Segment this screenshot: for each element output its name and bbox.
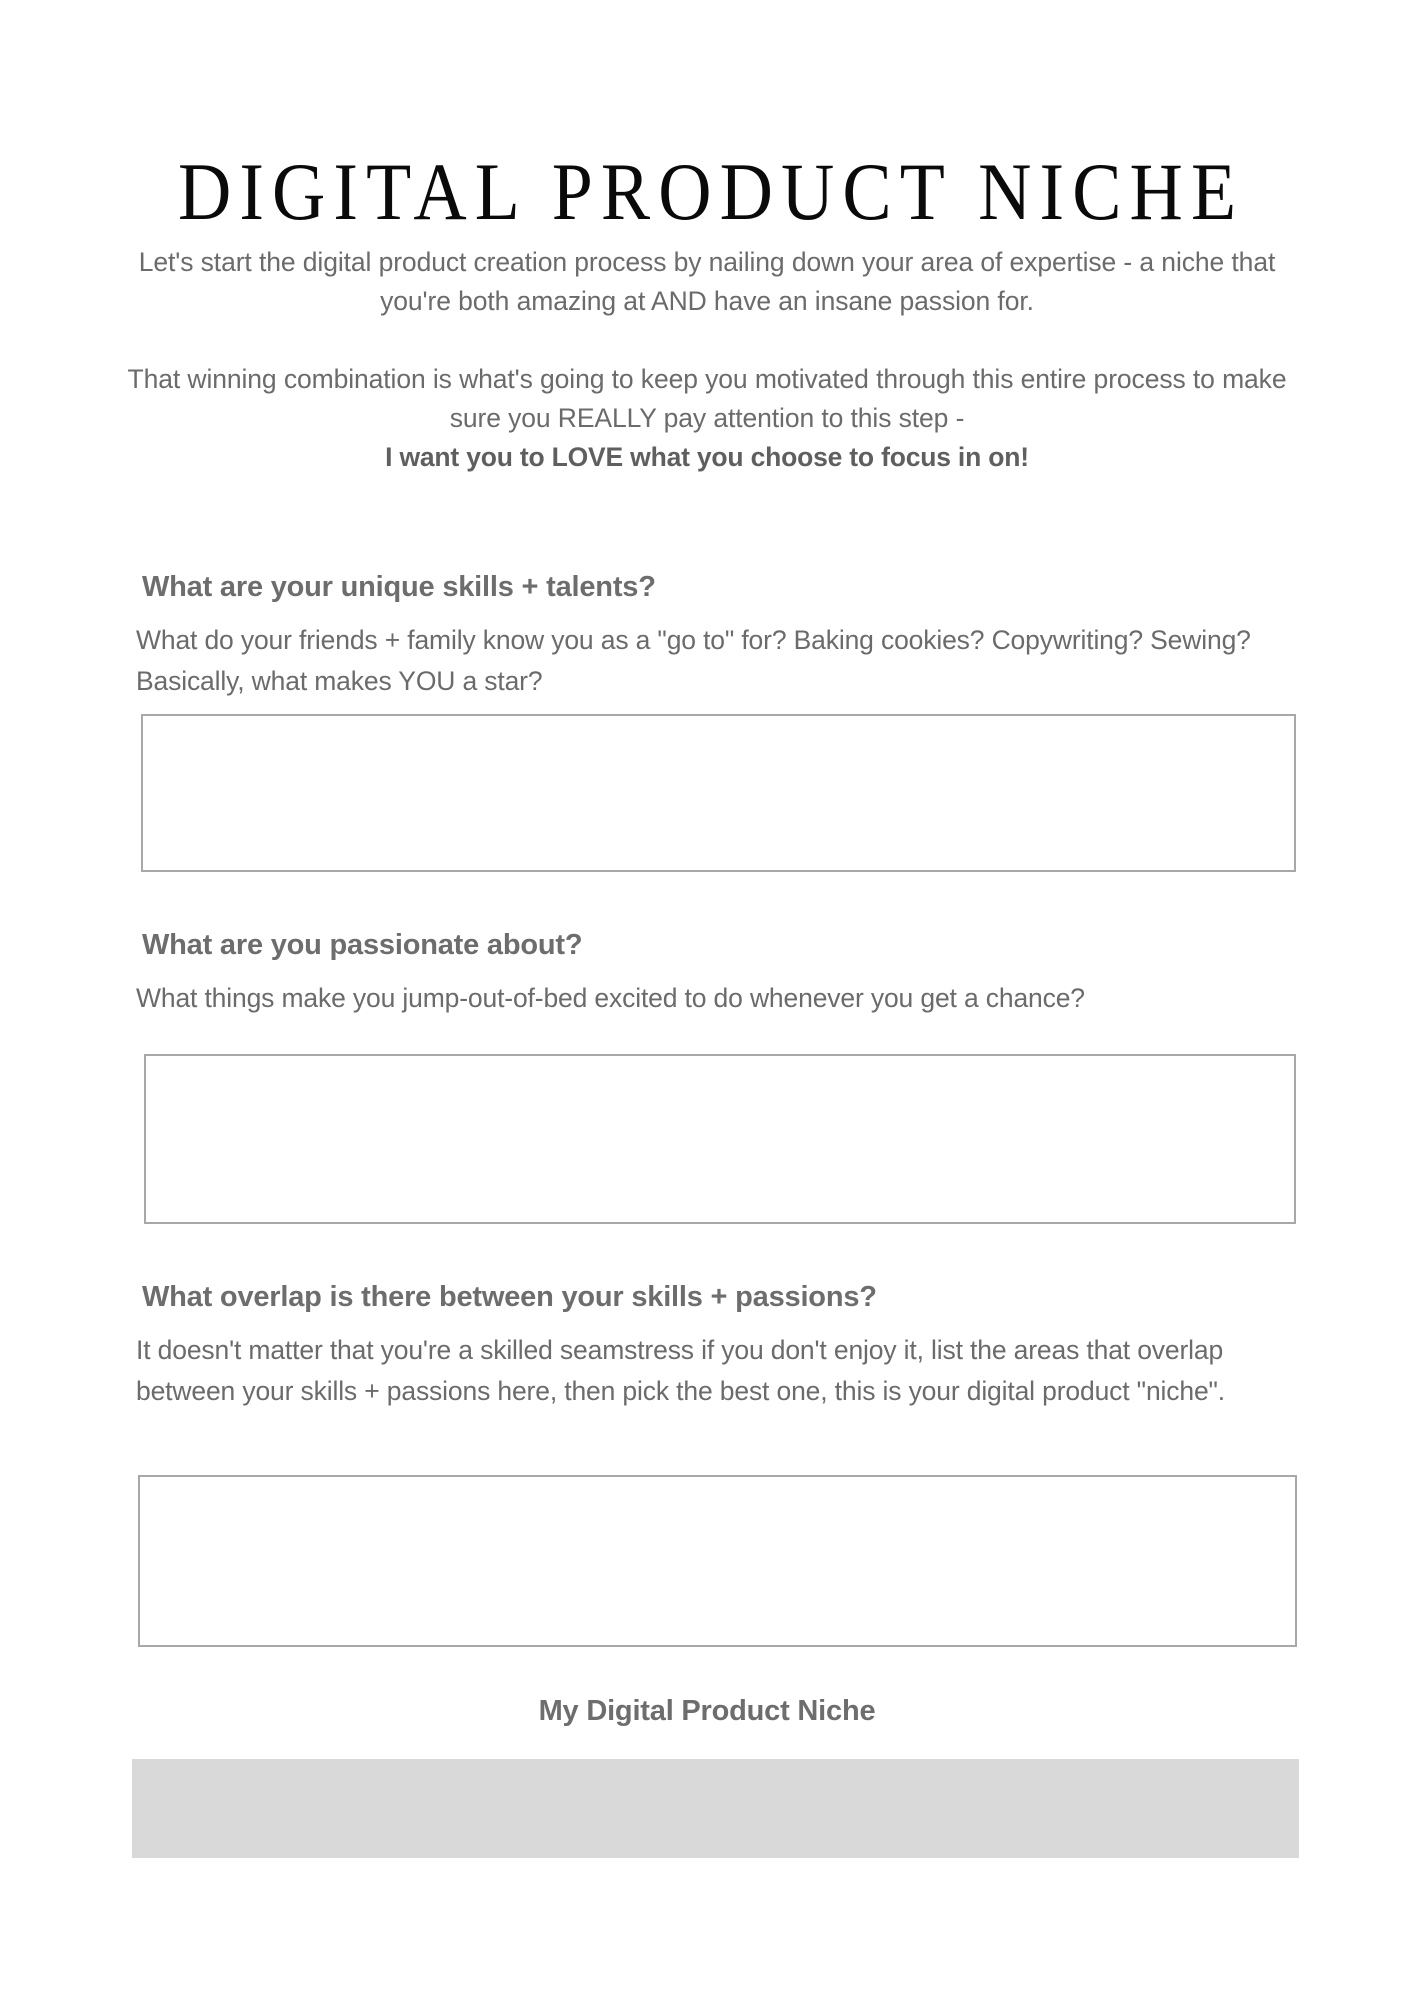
section-description-overlap: It doesn't matter that you're a skilled seamstress if you don't enjoy it, list the areas that overlap between your skills + passions here, then pick the best one, this is your digital product "niche".: [136, 1335, 1226, 1406]
section-heading-passions: What are you passionate about?: [142, 929, 583, 961]
section-heading-overlap: What overlap is there between your skills + passions?: [142, 1281, 877, 1313]
niche-input-field[interactable]: [132, 1759, 1299, 1858]
intro-spacer: [120, 321, 1294, 360]
intro-paragraph-2: That winning combination is what's going to keep you motivated through this entire process to make sure you REALLY pay attention to this step -: [127, 364, 1287, 433]
section-heading-skills: What are your unique skills + talents?: [142, 571, 656, 603]
intro-block: [120, 243, 1294, 477]
page-title: DIGITAL PRODUCT NICHE: [177, 145, 1245, 237]
niche-label: My Digital Product Niche: [538, 1695, 876, 1727]
answer-box-overlap[interactable]: [138, 1475, 1297, 1647]
intro-paragraph-1: Let's start the digital product creation process by nailing down your area of expertise - a niche that you're both amazing at AND have an insane passion for.: [138, 247, 1276, 316]
section-description-skills: What do your friends + family know you as a "go to" for? Baking cookies? Copywriting? Sewing? Basically, what makes YOU a star?: [136, 625, 1251, 696]
intro-emphasis: I want you to LOVE what you choose to focus in on!: [385, 442, 1029, 472]
answer-box-skills[interactable]: [141, 714, 1296, 872]
section-description-passions: What things make you jump-out-of-bed excited to do whenever you get a chance?: [136, 983, 1085, 1013]
answer-box-passions[interactable]: [144, 1054, 1296, 1224]
